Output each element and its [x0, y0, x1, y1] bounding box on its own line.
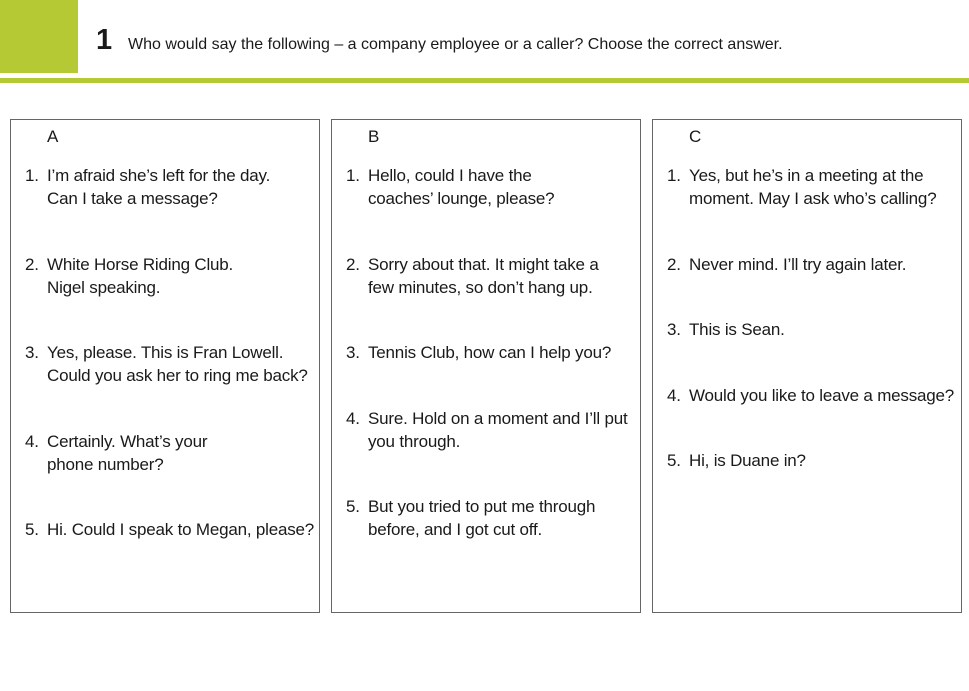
- item-number: 2.: [25, 255, 39, 274]
- item-text-line: White Horse Riding Club.: [47, 255, 234, 274]
- item-text-line: I’m afraid she’s left for the day.: [47, 166, 271, 185]
- item-number: 5.: [667, 451, 681, 470]
- item-text-line: coaches’ lounge, please?: [368, 189, 555, 208]
- item-text-line: before, and I got cut off.: [368, 520, 543, 539]
- item-text-line: Could you ask her to ring me back?: [47, 366, 308, 385]
- list-item: [25, 164, 317, 210]
- item-text-line: This is Sean.: [689, 320, 785, 339]
- item-number: 1.: [346, 166, 360, 185]
- list-item: [346, 495, 638, 541]
- item-text-line: Would you like to leave a message?: [689, 386, 955, 405]
- item-text-line: Nigel speaking.: [47, 278, 161, 297]
- column-a: [10, 119, 320, 613]
- list-item: [667, 384, 959, 407]
- item-text-line: moment. May I ask who’s calling?: [689, 189, 937, 208]
- column-heading: B: [368, 127, 380, 146]
- list-item: [25, 518, 317, 541]
- item-text-line: But you tried to put me through: [368, 497, 596, 516]
- item-number: 4.: [346, 409, 360, 428]
- item-text-line: few minutes, so don’t hang up.: [368, 278, 593, 297]
- header-divider: [0, 78, 969, 83]
- list-item: [667, 318, 959, 341]
- item-number: 5.: [25, 520, 39, 539]
- column-heading: C: [689, 127, 702, 146]
- column-c: [652, 119, 962, 613]
- item-text-line: Can I take a message?: [47, 189, 218, 208]
- item-text-line: Certainly. What’s your: [47, 432, 208, 451]
- item-number: 1.: [25, 166, 39, 185]
- item-text-line: Hi. Could I speak to Megan, please?: [47, 520, 315, 539]
- list-item: [346, 164, 638, 210]
- list-item: [346, 341, 638, 364]
- item-number: 3.: [346, 343, 360, 362]
- item-text-line: Yes, but he’s in a meeting at the: [689, 166, 924, 185]
- item-number: 4.: [25, 432, 39, 451]
- item-text-line: phone number?: [47, 455, 164, 474]
- list-item: [667, 164, 959, 210]
- exercise-number: 1: [96, 24, 113, 56]
- list-item: [346, 407, 638, 453]
- list-item: [346, 253, 638, 299]
- header-accent-block: [0, 0, 78, 73]
- item-number: 2.: [667, 255, 681, 274]
- item-number: 1.: [667, 166, 681, 185]
- item-number: 5.: [346, 497, 360, 516]
- item-text-line: Hi, is Duane in?: [689, 451, 806, 470]
- item-text-line: Never mind. I’ll try again later.: [689, 255, 907, 274]
- item-number: 3.: [25, 343, 39, 362]
- exercise-instruction: Who would say the following – a company employee or a caller? Choose the correct answer.: [128, 36, 783, 53]
- column-heading: A: [47, 127, 59, 146]
- item-number: 2.: [346, 255, 360, 274]
- item-text-line: Sorry about that. It might take a: [368, 255, 599, 274]
- item-text-line: you through.: [368, 432, 461, 451]
- list-item: [25, 430, 317, 476]
- item-text-line: Hello, could I have the: [368, 166, 532, 185]
- item-number: 4.: [667, 386, 681, 405]
- list-item: [667, 449, 959, 472]
- list-item: [667, 253, 959, 276]
- column-b: [331, 119, 641, 613]
- list-item: [25, 341, 317, 387]
- item-number: 3.: [667, 320, 681, 339]
- item-text-line: Sure. Hold on a moment and I’ll put: [368, 409, 628, 428]
- item-text-line: Tennis Club, how can I help you?: [368, 343, 612, 362]
- item-text-line: Yes, please. This is Fran Lowell.: [47, 343, 284, 362]
- list-item: [25, 253, 317, 299]
